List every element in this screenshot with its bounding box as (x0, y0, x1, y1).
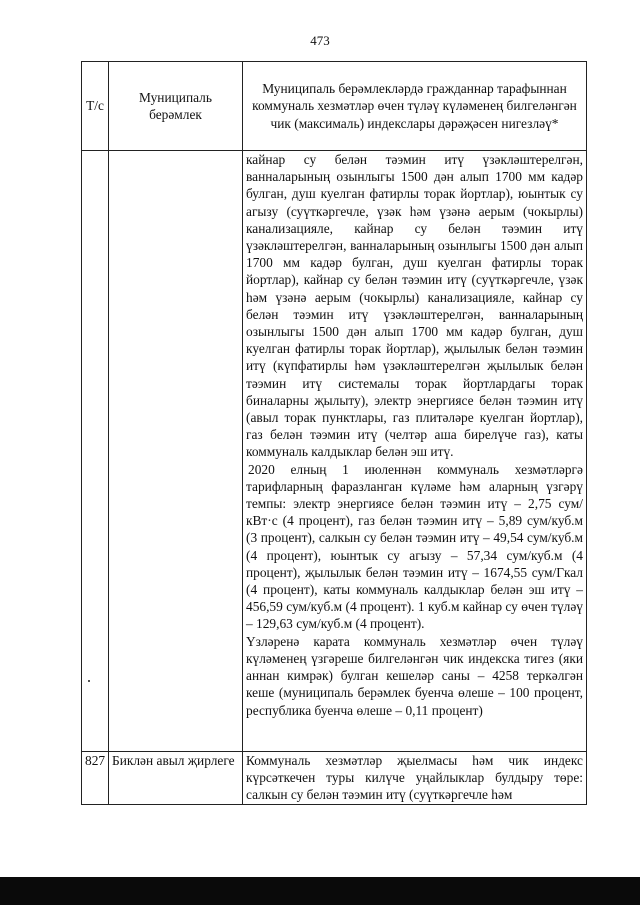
paragraph-population: Үзләренә карата коммуналь хезмәтләр өчен түләү күләменең үзгәреше билгеләнгән чик индекска тигез (яки аннан кимрәк) булган кешеләр саны – 4258 теркәлгән кеше (муниципаль берәмлек буенча өлеше – 100 процент, республика буенча өлеше – 0,11 процент) (246, 633, 583, 718)
tariff-table (81, 61, 587, 805)
row-number-cell: 827 (82, 752, 109, 805)
scan-speck (88, 680, 90, 682)
table-header-row (82, 62, 587, 151)
paragraph-utilities: кайнар су белән тәэмин итү үзәкләштерелгән, ванналарының озынлыгы 1500 дән алып 1700 мм кадәр булган, душ куелган фатирлы торак йортлар), юынтык су агызу (суүткәргечле, үзәк һәм үзәнә аерым (чокырлы) канализацияле, кайнар су белән тәэмин итү үзәкләштерелгән, ванналарының озынлыгы 1500 дән алып 1700 мм кадәр булган, душ куелган фатирлы торак йортлар), кайнар су белән тәэмин итү (суүткәргечле, үзәк һәм үзәнә аерым (чокырлы) канализацияле, кайнар су белән тәэмин итү үзәкләштерелгән, ванналарының озынлыгы 1500 дән алып 1700 мм кадәр булган, душ куелган фатирлы торак йортлар), җылылык белән тәэмин итү (күпфатирлы һәм үзәкләштерелгән җылылык белән тәэмин итү системалы торак йортлардагы торак биналарны җылыту), электр энергиясе белән тәэмин итү (авыл торак пунктлары, газ плитәләре куелган йортлар), газ белән тәэмин итү (челтәр аша бирелүче газ), каты коммуналь калдыклар белән эш итү. (246, 152, 583, 460)
municipality-cell (109, 151, 243, 752)
justification-cell: Коммуналь хезмәтләр җыелмасы һәм чик индекс күрсәткечен туры килүче уңайлыклар булдыру төре: салкын су белән тәэмин итү (суүткәргечле һәм (243, 752, 587, 805)
paragraph-tariffs: 2020 елның 1 июленнән коммуналь хезмәтләргә тарифларның фаразланган күләме һәм аларның үзгәрү темпы: электр энергиясе белән тәэмин итү – 2,75 сум/кВт·с (4 процент), газ белән тәэмин итү – 5,89 сум/куб.м (3 процент), салкын су белән тәэмин итү – 49,54 сум/куб.м (4 процент), юынтык су агызу – 57,34 сум/куб.м (4 процент), җылылык белән тәэмин итү – 1674,55 сум/Гкал (4 процент), каты коммуналь калдыклар белән эш итү – 456,59 сум/куб.м (4 процент). 1 куб.м кайнар су өчен түләү – 129,63 сум/куб.м (4 процент). (246, 461, 583, 632)
scan-border (0, 877, 640, 905)
row-number-cell (82, 151, 109, 752)
page-number: 473 (310, 33, 330, 48)
header-number: Т/с (82, 62, 109, 151)
municipality-cell: Биклән авыл җирлеге (109, 752, 243, 805)
table-row (82, 151, 587, 752)
header-municipality: Муниципаль берәмлек (109, 62, 243, 151)
header-justification: Муниципаль берәмлекләрдә гражданнар тарафыннан коммуналь хезмәтләр өчен түләү күләменең билгеләнгән чик (максималь) индекслары дәрәҗәсен нигезләү* (243, 62, 587, 151)
table-row (82, 752, 587, 805)
justification-cell (243, 151, 587, 752)
